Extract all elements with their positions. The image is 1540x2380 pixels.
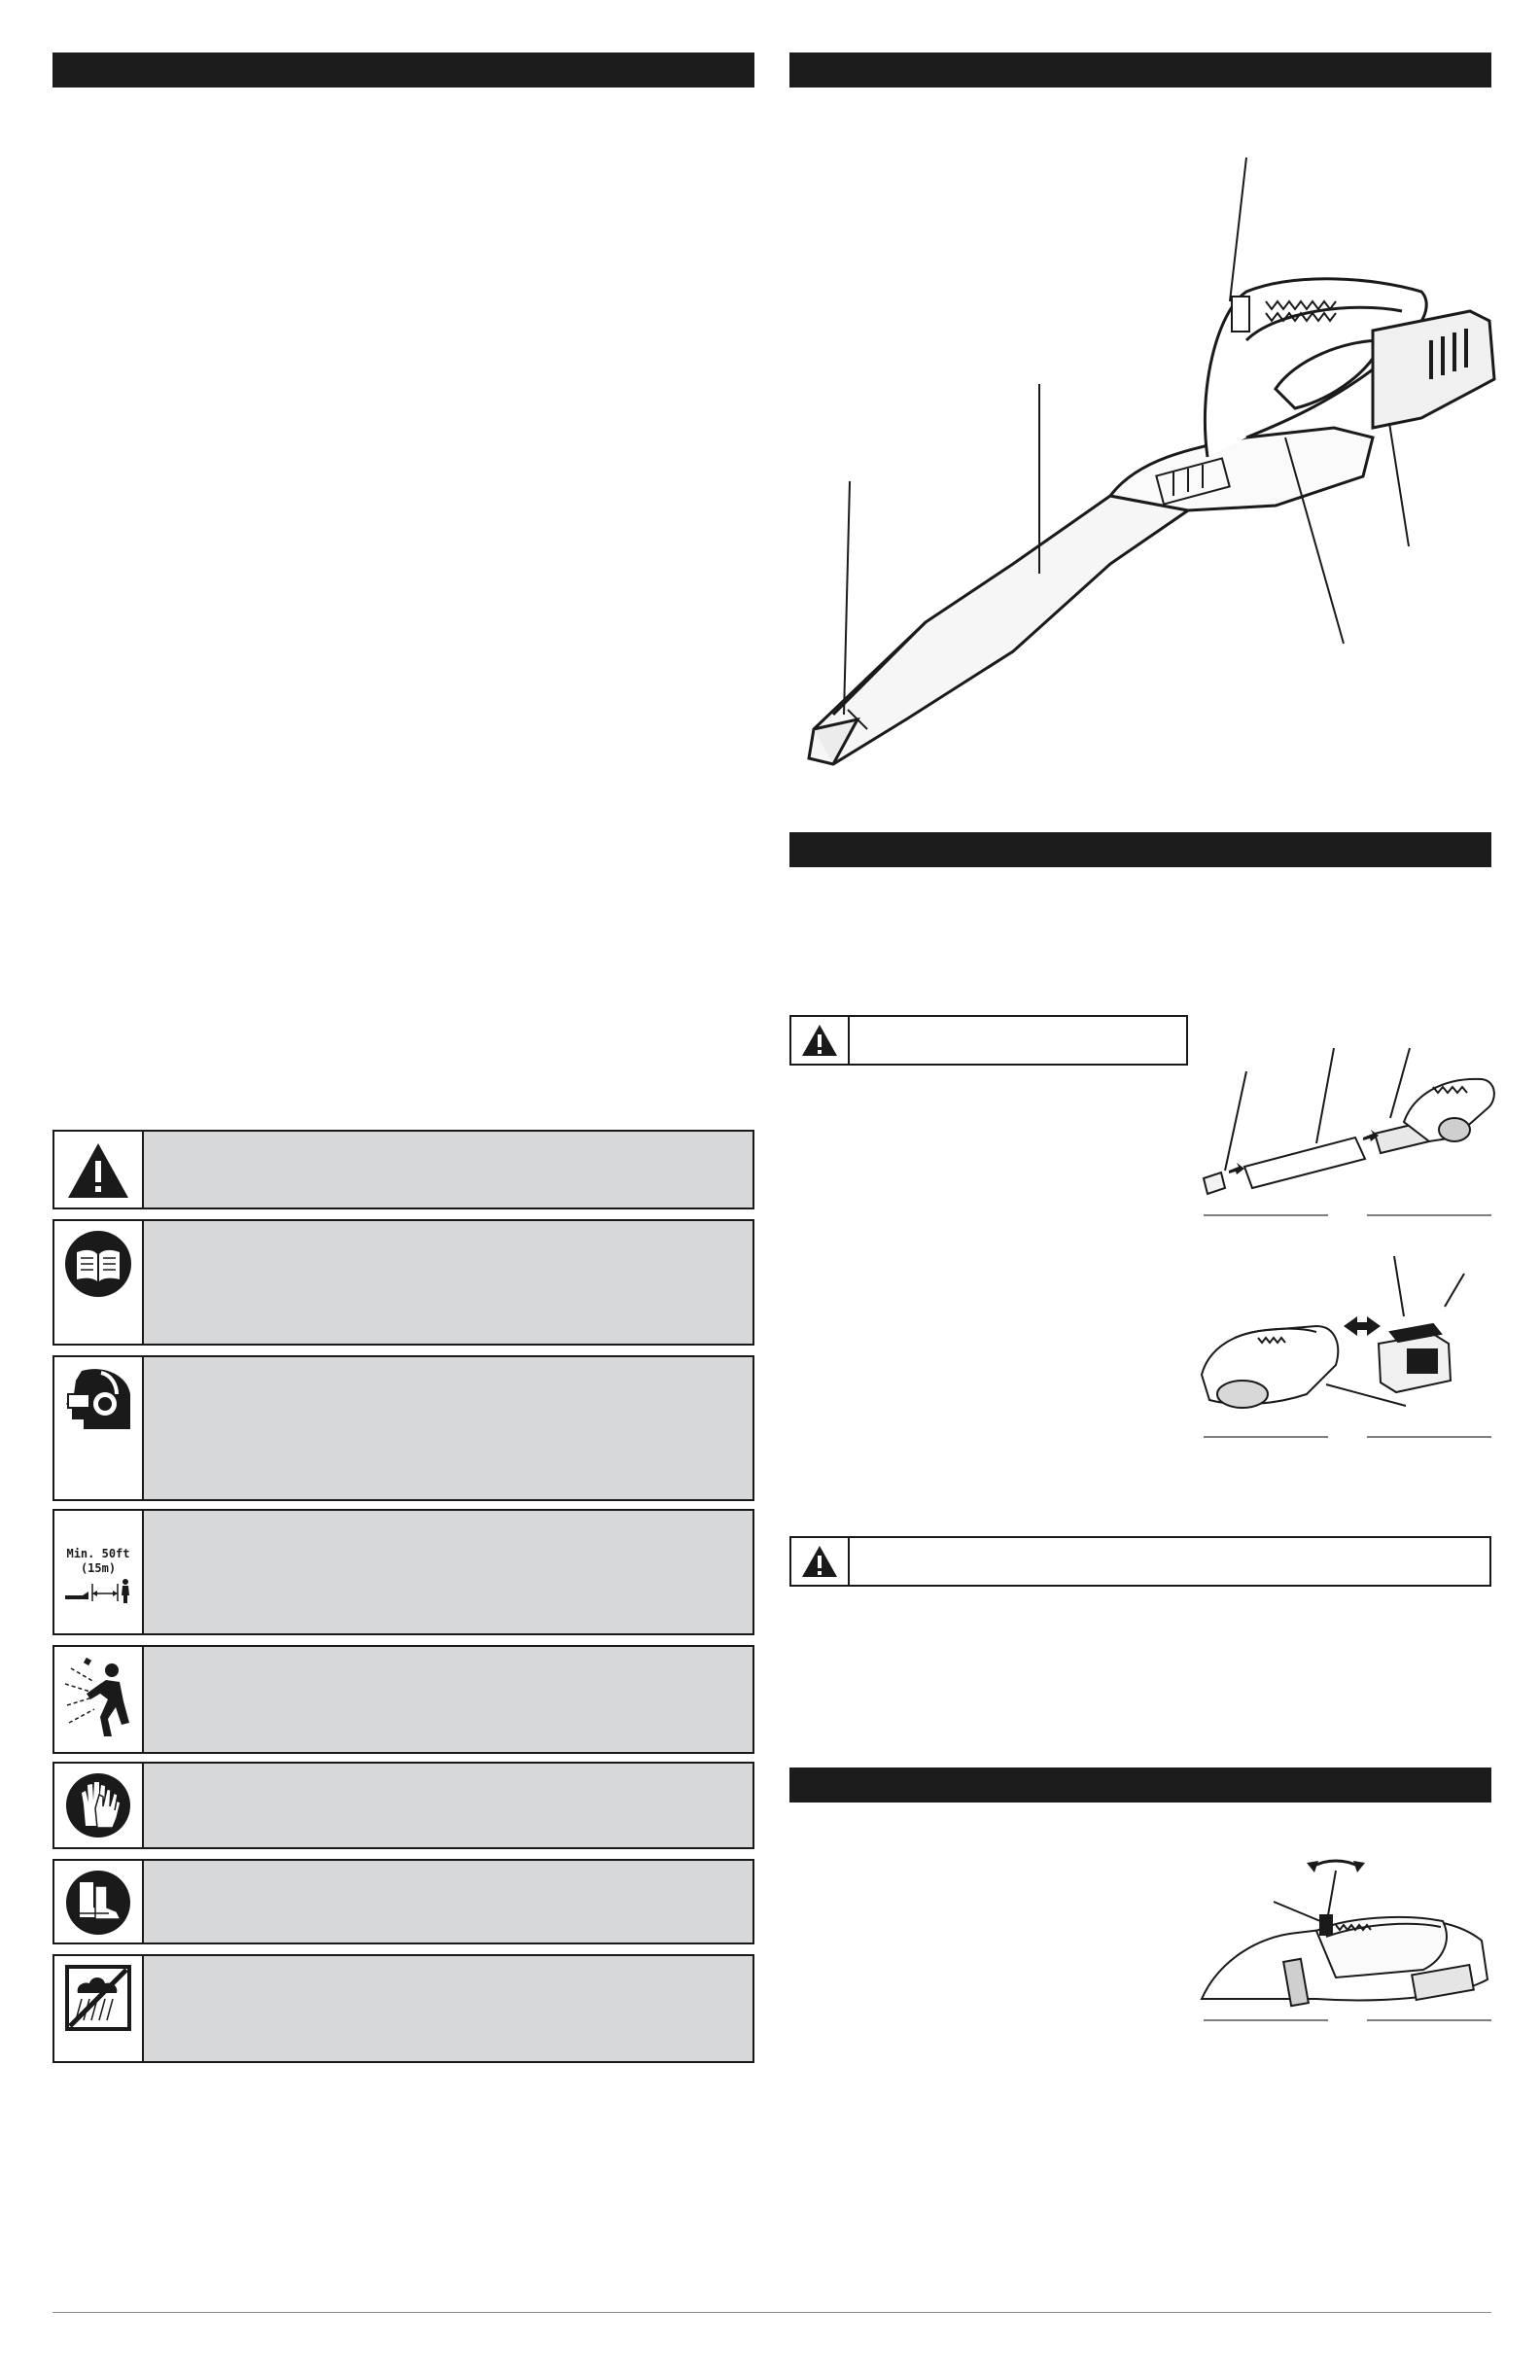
bystander-distance-icon xyxy=(61,1576,135,1605)
right-mid-section-header xyxy=(789,832,1491,867)
safety-icon-cell xyxy=(54,1956,144,2061)
safety-text xyxy=(144,1221,752,1344)
safety-icon-cell xyxy=(54,1647,144,1752)
blower-illustration xyxy=(789,146,1509,778)
read-manual-icon xyxy=(63,1229,133,1299)
gloves-icon xyxy=(64,1771,132,1839)
footer-rule xyxy=(52,2312,1491,2313)
eye-ear-protection-icon xyxy=(62,1365,134,1439)
safety-text xyxy=(144,1357,752,1499)
safety-text xyxy=(144,1132,752,1208)
thrown-objects-icon xyxy=(61,1655,135,1742)
safety-icon-cell xyxy=(54,1764,144,1847)
warning-triangle-icon xyxy=(800,1023,839,1058)
safety-row-boots xyxy=(52,1859,754,1944)
warning-label xyxy=(850,1538,1489,1585)
safety-row-eye-ear xyxy=(52,1355,754,1501)
distance-label-line1: Min. 50ft xyxy=(66,1547,130,1560)
safety-row-thrown-objects xyxy=(52,1645,754,1754)
safety-text xyxy=(144,1956,752,2061)
safety-icon-cell xyxy=(54,1861,144,1942)
warning-box-battery xyxy=(789,1536,1491,1587)
right-bottom-section-header xyxy=(789,1768,1491,1802)
left-section-header xyxy=(52,52,754,88)
distance-label-line2: (15m) xyxy=(80,1561,117,1575)
right-top-section-header xyxy=(789,52,1491,88)
no-rain-icon xyxy=(64,1964,132,2032)
safety-row-warning xyxy=(52,1130,754,1209)
warning-icon-cell xyxy=(791,1017,850,1064)
boots-icon xyxy=(64,1869,132,1937)
warning-triangle-icon xyxy=(800,1544,839,1579)
safety-text xyxy=(144,1861,752,1942)
warning-label xyxy=(850,1017,1186,1064)
battery-insertion-figure xyxy=(1200,1248,1501,1443)
safety-row-gloves xyxy=(52,1762,754,1849)
safety-text xyxy=(144,1764,752,1847)
safety-row-read-manual xyxy=(52,1219,754,1346)
safety-icon-cell xyxy=(54,1221,144,1344)
warning-box-assembly xyxy=(789,1015,1188,1066)
warning-icon-cell xyxy=(791,1538,850,1585)
safety-row-distance xyxy=(52,1509,754,1635)
safety-text xyxy=(144,1511,752,1633)
warning-triangle-icon xyxy=(65,1139,131,1202)
power-switch-figure xyxy=(1200,1843,1501,2038)
safety-row-no-rain xyxy=(52,1954,754,2063)
safety-icon-cell xyxy=(54,1357,144,1499)
safety-text xyxy=(144,1647,752,1752)
tube-assembly-figure xyxy=(1200,1036,1501,1221)
safety-icon-cell xyxy=(54,1511,144,1633)
safety-icon-cell xyxy=(54,1132,144,1208)
